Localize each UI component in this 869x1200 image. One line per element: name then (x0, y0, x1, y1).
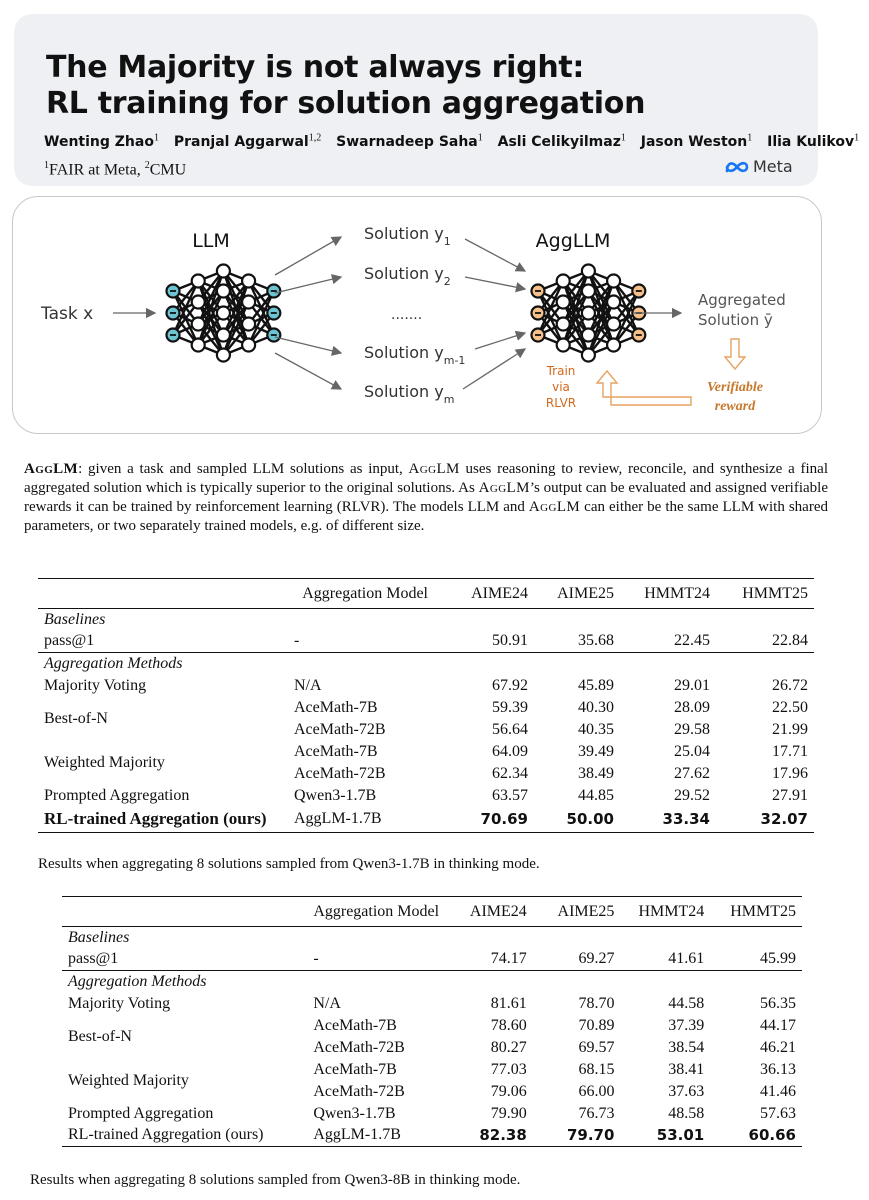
network-node (192, 296, 205, 309)
network-node (217, 307, 230, 320)
col-header: Aggregation Model (302, 584, 428, 602)
llm-network-icon (167, 265, 281, 362)
table-1-caption: Results when aggregating 8 solutions sampled from Qwen3-1.7B in thinking mode. (38, 856, 540, 872)
network-node (607, 318, 620, 331)
solution-m-1: Solution $y_{m-1}$ (364, 343, 466, 367)
aggllm-label: AggLLM (535, 230, 611, 252)
col-header: AIME25 (557, 584, 614, 602)
network-node (217, 285, 230, 298)
table-row: AceMath-72B 80.27 69.57 38.54 46.21 (313, 1038, 796, 1056)
network-node (582, 265, 595, 278)
col-header: AIME25 (557, 902, 615, 920)
network-node (192, 275, 205, 288)
arrow-to-solution-1 (275, 237, 341, 275)
col-header: HMMT24 (644, 584, 710, 602)
table-header-row (38, 579, 814, 609)
network-node (607, 275, 620, 288)
author: Jason Weston$^1$ (640, 132, 753, 150)
network-node (582, 285, 595, 298)
train-line-3: RLVR (545, 396, 577, 410)
network-node (607, 339, 620, 352)
author: Swarnadeep Saha$^1$ (336, 132, 483, 150)
section-label-row: Baselines (62, 927, 802, 949)
reward-down-arrow (725, 339, 745, 369)
table-row: Best-of-N AceMath-7B 59.39 40.30 28.09 22.50 (44, 698, 808, 727)
table-row: Weighted Majority AceMath-7B 77.03 68.15 38.41 36.13 (68, 1060, 796, 1089)
author: Pranjal Aggarwal$^{1,2}$ (173, 132, 322, 150)
network-node (607, 296, 620, 309)
network-node (217, 349, 230, 362)
table-row: Prompted Aggregation Qwen3-1.7B 79.90 76.73 48.58 57.63 (68, 1104, 796, 1122)
arrow-from-solution-m-1 (475, 333, 525, 349)
arrow-to-solution-m (275, 353, 341, 389)
table-header-row (62, 897, 802, 927)
train-line-1: Train (546, 364, 576, 378)
meta-logo: Meta (724, 157, 793, 176)
table-row: pass@1 - 74.17 69.27 41.61 45.99 (68, 950, 796, 968)
network-node (242, 318, 255, 331)
network-node (557, 318, 570, 331)
network-node (192, 339, 205, 352)
table-row: pass@1 - 50.91 35.68 22.45 22.84 (44, 632, 808, 650)
network-node (217, 265, 230, 278)
figure-caption: AggLM: given a task and sampled LLM solutions as input, AggLM uses reasoning to review, reconcile, and synthesize a final aggregated solution which is typically superior to the original solutions. As AggLM’s output can be evaluated and assigned verifiable rewards it can be trained by reinforcement learning (RLVR). The models LLM and AggLM can either be the same LLM with shared parameters, or two separately trained models, e.g. of different size. (24, 461, 828, 534)
title-line-1: The Majority is not always right: (46, 50, 585, 85)
table-row-ours: RL-trained Aggregation (ours) AggLM-1.7B 70.69 50.00 33.34 32.07 (44, 809, 808, 829)
network-node (192, 318, 205, 331)
table-row: Prompted Aggregation Qwen3-1.7B 63.57 44.85 29.52 27.91 (44, 786, 808, 804)
arrow-to-solution-2 (275, 277, 341, 293)
network-node (242, 339, 255, 352)
author: Ilia Kulikov$^1$ (767, 132, 860, 150)
arrow-from-solution-2 (465, 277, 525, 289)
table-row: Weighted Majority AceMath-7B 64.09 39.49 25.04 17.71 (44, 742, 808, 771)
table-row: Majority Voting N/A 67.92 45.89 29.01 26.72 (44, 676, 808, 694)
aggllm-diagram (12, 196, 822, 434)
network-node (582, 329, 595, 342)
reward-line-2: reward (714, 399, 756, 414)
aggregated-label-2: Solution ȳ (698, 311, 773, 329)
rlvr-feedback-arrow (597, 371, 691, 405)
solution-2: Solution $y_2$ (364, 264, 451, 288)
results-table-qwen3-8b (62, 896, 802, 1147)
author-list (44, 132, 869, 150)
solution-m: Solution $y_m$ (364, 382, 455, 406)
col-header: AIME24 (469, 902, 527, 920)
section-label-row: Aggregation Methods (38, 653, 814, 675)
col-header: AIME24 (471, 584, 528, 602)
author: Asli Celikyilmaz$^1$ (497, 132, 626, 150)
arrow-from-solution-m (463, 349, 525, 389)
network-node (217, 329, 230, 342)
network-node (582, 349, 595, 362)
affiliations: $^1$FAIR at Meta, $^2$CMU (44, 160, 187, 179)
network-node (242, 296, 255, 309)
arrow-to-solution-m-1 (275, 337, 341, 353)
network-node (557, 339, 570, 352)
reward-line-1: Verifiable (707, 380, 763, 395)
title-line-2: RL training for solution aggregation (46, 86, 646, 121)
table-row: AceMath-72B 62.34 38.49 27.62 17.96 (294, 764, 808, 782)
table-row: AceMath-72B 79.06 66.00 37.63 41.46 (313, 1082, 796, 1100)
solution-ellipsis: ....... (391, 307, 423, 323)
table-2-caption: Results when aggregating 8 solutions sampled from Qwen3-8B in thinking mode. (30, 1172, 521, 1188)
table-row-ours: RL-trained Aggregation (ours) AggLM-1.7B 82.38 79.70 53.01 60.66 (68, 1126, 796, 1145)
aggllm-network-icon (532, 265, 646, 362)
arrow-from-solution-1 (465, 239, 525, 271)
section-label-row: Baselines (38, 609, 814, 631)
table-row: AceMath-72B 56.64 40.35 29.58 21.99 (294, 720, 808, 738)
paper-header (14, 14, 860, 186)
aggregated-label-1: Aggregated (698, 291, 786, 309)
table-row: Best-of-N AceMath-7B 78.60 70.89 37.39 44.17 (68, 1016, 796, 1045)
section-label-row: Aggregation Methods (62, 971, 802, 993)
col-header: Aggregation Model (313, 902, 440, 920)
network-node (557, 275, 570, 288)
diagram-svg (13, 197, 823, 435)
table-row: Majority Voting N/A 81.61 78.70 44.58 56.35 (68, 994, 796, 1012)
meta-infinity-icon (724, 159, 750, 175)
solution-1: Solution $y_1$ (364, 224, 451, 248)
author: Wenting Zhao$^1$ (44, 132, 159, 150)
col-header: HMMT24 (638, 902, 705, 920)
network-node (242, 275, 255, 288)
col-header: HMMT25 (730, 902, 796, 920)
paper-title (46, 50, 645, 122)
task-label: Task x (41, 304, 94, 324)
train-line-2: via (552, 380, 570, 394)
llm-label: LLM (192, 230, 230, 252)
col-header: HMMT25 (742, 584, 808, 602)
results-table-qwen3-1.7b (38, 578, 814, 833)
network-node (557, 296, 570, 309)
network-node (582, 307, 595, 320)
